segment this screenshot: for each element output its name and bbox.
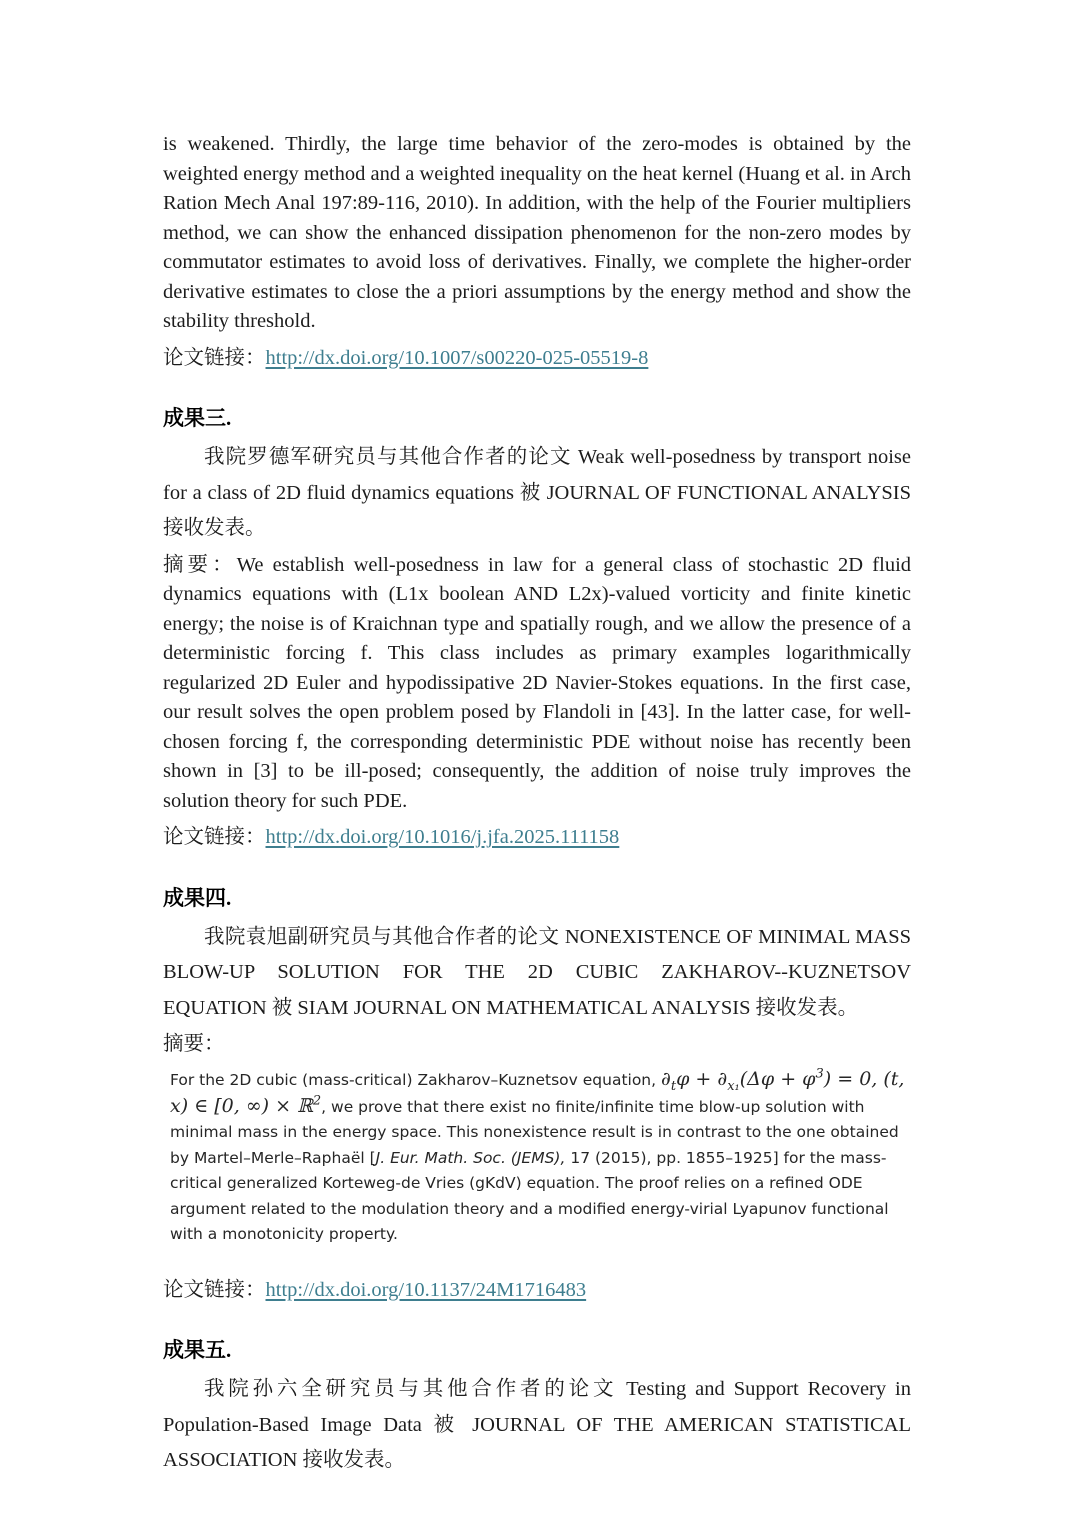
paper-link-label-3: 论文链接： xyxy=(163,1278,266,1301)
equation-segment: ∂ xyxy=(661,1068,671,1090)
paper-link-line-2 xyxy=(163,823,911,853)
result4-abstract-label: 摘要： xyxy=(163,1033,225,1055)
paper-link-line-1 xyxy=(163,344,911,374)
paper-doi-link-2[interactable]: http://dx.doi.org/10.1016/j.jfa.2025.111158 xyxy=(265,826,620,848)
result3-abstract-label: 摘要： xyxy=(163,553,237,576)
equation-segment: ) = 0, (t, x) ∈ [0, ∞) × ℝ xyxy=(170,1068,905,1117)
result5-heading: 成果五. xyxy=(163,1338,232,1362)
equation-subscript-x1: x₁ xyxy=(727,1078,740,1094)
paper-doi-link-3[interactable]: http://dx.doi.org/10.1137/24M1716483 xyxy=(265,1278,587,1301)
result4-abstract-text-2: , we prove that there exist no finite/infinite time blow-up solution with minimal mass in the energy space. This nonexistence result is in contrast to the one obtained by Martel–Merle–Raphaël [ xyxy=(170,1097,899,1167)
paper-link-label-2: 论文链接： xyxy=(163,826,266,848)
result4-abstract-text-3: 17 (2015), pp. 1855–1925] for the mass-critical generalized Korteweg-de Vries (gKdV) equation. The proof relies on a refined ODE argument related to the modulation theory and a modified energy-virial Lyapunov functional with a monotonicity property. xyxy=(170,1148,889,1243)
paper-link-line-3 xyxy=(163,1276,911,1306)
paper-doi-link-1[interactable]: http://dx.doi.org/10.1007/s00220-025-05519-8 xyxy=(265,346,649,369)
result3-intro: 我院罗德军研究员与其他合作者的论文 Weak well-posedness by transport noise for a class of 2D fluid dynamics equations 被 JOURNAL OF FUNCTIONAL ANALYSIS 接收发表。 xyxy=(163,446,911,539)
result5-intro: 我院孙六全研究员与其他合作者的论文 Testing and Support Recovery in Population-Based Image Data 被 JOURNAL OF THE AMERICAN STATISTICAL ASSOCIATION 接收发表。 xyxy=(163,1378,911,1471)
equation-subscript-t: t xyxy=(670,1078,677,1094)
result3-abstract xyxy=(163,551,911,817)
equation-segment: φ + ∂ xyxy=(676,1068,728,1090)
result4-abstract-text-1: For the 2D cubic (mass-critical) Zakharov–Kuznetsov equation, xyxy=(170,1071,661,1089)
result3-abstract-text: We establish well-posedness in law for a general class of stochastic 2D fluid dynamics equations with (L1x boolean AND L2x)-valued vorticity and finite kinetic energy; the noise is of Kraichnan type and spatially rough, and we allow the presence of a deterministic forcing f. This class includes as primary examples logarithmically regularized 2D Euler and hypodissipative 2D Navier-Stokes equations. In the first case, our result solves the open problem posed by Flandoli in [43]. In the latter case, for well-chosen forcing f, the corresponding deterministic PDE without noise has recently been shown in [3] to be ill-posed; consequently, the addition of noise truly improves the solution theory for such PDE. xyxy=(163,553,912,812)
equation-segment: (Δφ + φ xyxy=(739,1068,816,1090)
result4-abstract-box xyxy=(170,1067,907,1248)
continuation-paragraph: is weakened. Thirdly, the large time behavior of the zero-modes is obtained by the weighted energy method and a weighted inequality on the heat kernel (Huang et al. in Arch Ration Mech Anal 197:89-116, 2010). In addition, with the help of the Fourier multipliers method, we can show the enhanced dissipation phenomenon for the non-zero modes by commutator estimates to avoid loss of derivatives. Finally, we complete the higher-order derivative estimates to close the a priori assumptions by the energy method and show the stability threshold. xyxy=(163,133,911,332)
result4-intro: 我院袁旭副研究员与其他合作者的论文 NONEXISTENCE OF MINIMAL MASS BLOW-UP SOLUTION FOR THE 2D CUBIC ZAKHAROV--KUZNETSOV EQUATION 被 SIAM JOURNAL ON MATHEMATICAL ANALYSIS 接收发表。 xyxy=(163,925,911,1019)
result3-heading: 成果三. xyxy=(163,406,232,430)
journal-citation-italic: J. Eur. Math. Soc. (JEMS), xyxy=(375,1148,566,1167)
paper-link-label-1: 论文链接： xyxy=(163,346,266,369)
result4-heading: 成果四. xyxy=(163,885,232,910)
equation-superscript-3: 3 xyxy=(815,1066,824,1082)
equation-superscript-2: 2 xyxy=(312,1093,322,1109)
